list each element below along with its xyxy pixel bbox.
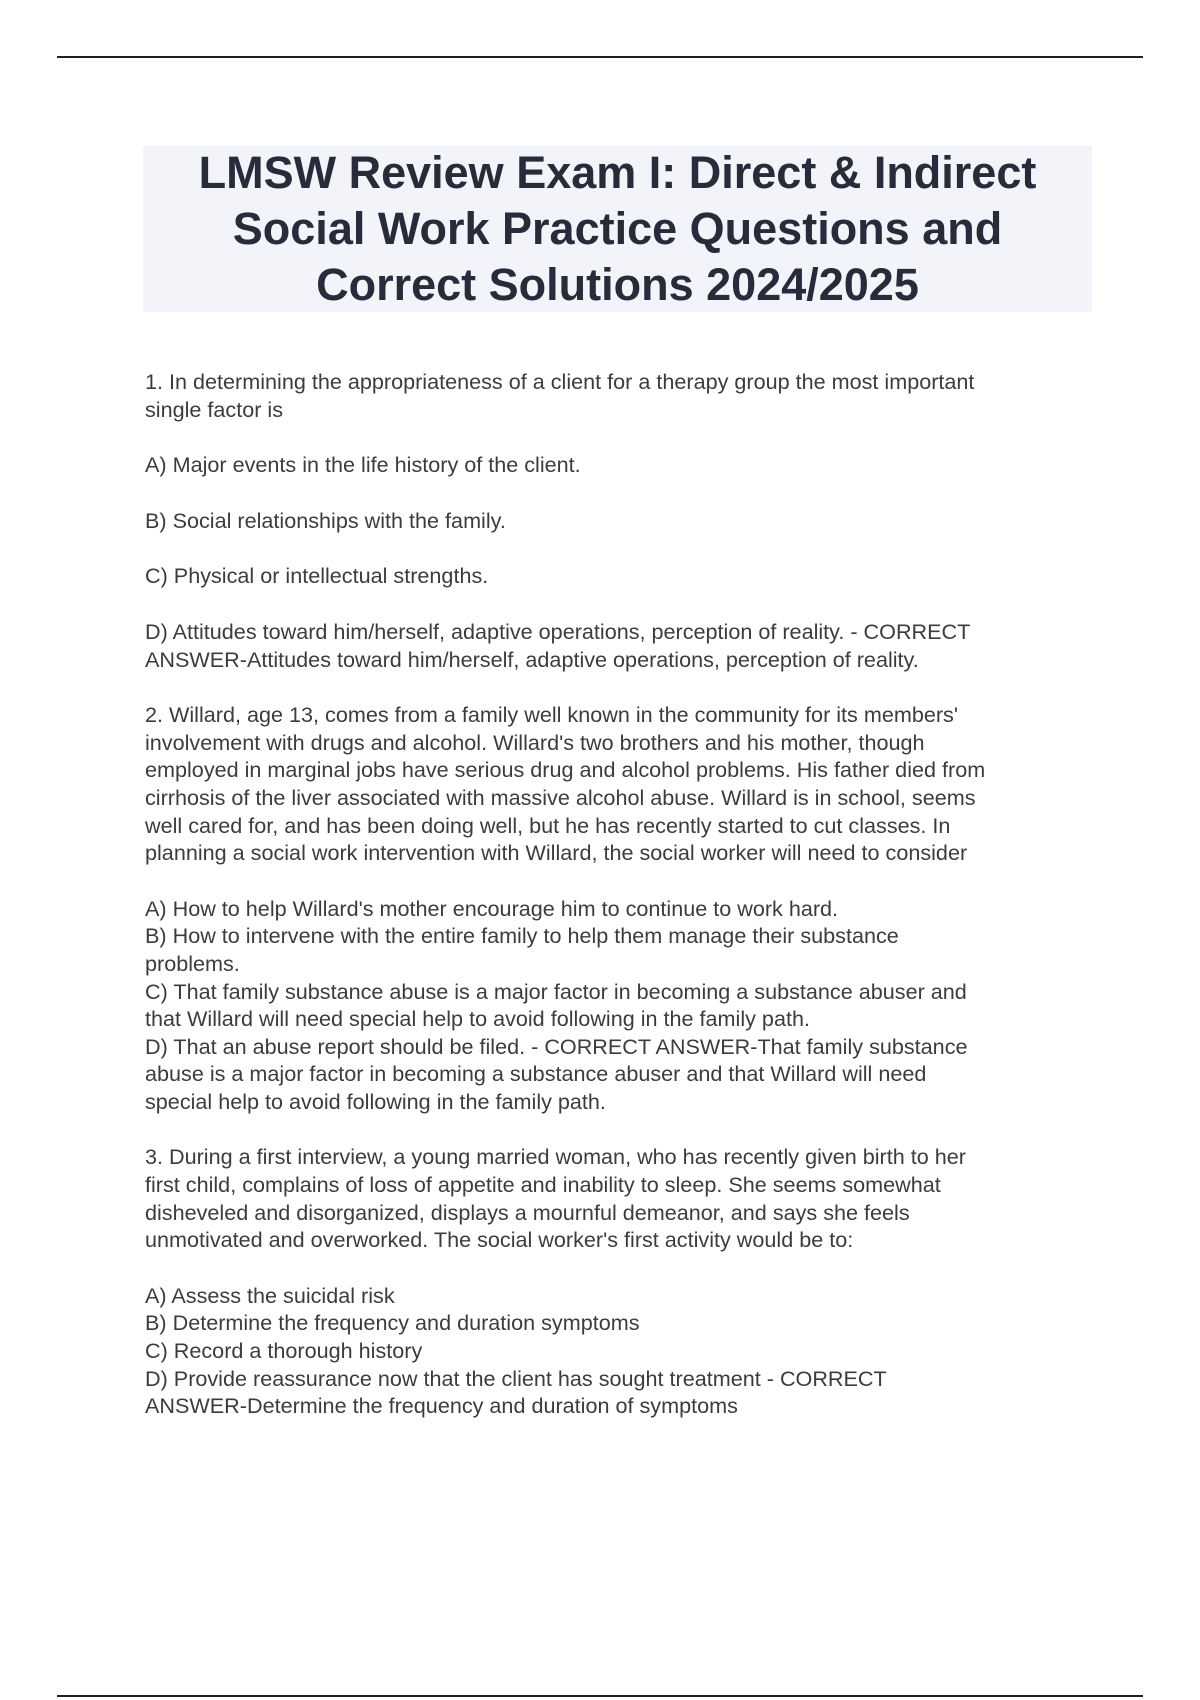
questions-body — [145, 368, 1095, 1420]
bottom-rule — [57, 1695, 1143, 1697]
top-rule — [57, 56, 1143, 58]
question-3-option-a: A) Assess the suicidal risk — [145, 1282, 395, 1308]
question-2-option-c: C) That family substance abuse is a major factor in becoming a substance abuser and that Willard will need special help to avoid following in the family path. — [145, 978, 967, 1032]
question-3-option-b: B) Determine the frequency and duration symptoms — [145, 1310, 640, 1336]
title-banner — [143, 146, 1092, 312]
question-1-option-b: B) Social relationships with the family. — [145, 507, 506, 533]
question-3-stem: 3. During a first interview, a young married woman, who has recently given birth to her first child, complains of loss of appetite and inability to sleep. She seems somewhat disheveled and disorganized, displays a mournful demeanor, and says she feels unmotivated and overworked. The social worker's first activity would be to: — [145, 1144, 966, 1253]
question-2-option-a: A) How to help Willard's mother encourage him to continue to work hard. — [145, 895, 839, 921]
document-title: LMSW Review Exam I: Direct & Indirect Social Work Practice Questions and Correct Solutions 2024/2025 — [198, 147, 1037, 310]
question-1-stem: 1. In determining the appropriateness of a client for a therapy group the most important single factor is — [145, 369, 975, 422]
question-1-option-d-answer: D) Attitudes toward him/herself, adaptive operations, perception of reality. - CORRECT ANSWER-Attitudes toward him/herself, adaptive operations, perception of reality. — [145, 618, 971, 672]
question-2-option-d-answer: D) That an abuse report should be filed. - CORRECT ANSWER-That family substance abuse is a major factor in becoming a substance abuser and that Willard will need special help to avoid following in the family path. — [145, 1033, 968, 1114]
question-3-option-d-answer: D) Provide reassurance now that the client has sought treatment - CORRECT ANSWER-Determine the frequency and duration of symptoms — [145, 1365, 887, 1419]
question-2-option-b: B) How to intervene with the entire family to help them manage their substance problems. — [145, 923, 899, 976]
question-1-option-a: A) Major events in the life history of the client. — [145, 452, 581, 478]
question-3-option-c: C) Record a thorough history — [145, 1338, 423, 1364]
question-2-stem: 2. Willard, age 13, comes from a family well known in the community for its members' involvement with drugs and alcohol. Willard's two brothers and his mother, though employed in marginal jobs have serious drug and alcohol problems. His father died from cirrhosis of the liver associated with massive alcohol abuse. Willard is in school, seems well cared for, and has been doing well, but he has recently started to cut classes. In planning a social work intervention with Willard, the social worker will need to consider — [145, 702, 986, 866]
question-1-option-c: C) Physical or intellectual strengths. — [145, 563, 489, 589]
